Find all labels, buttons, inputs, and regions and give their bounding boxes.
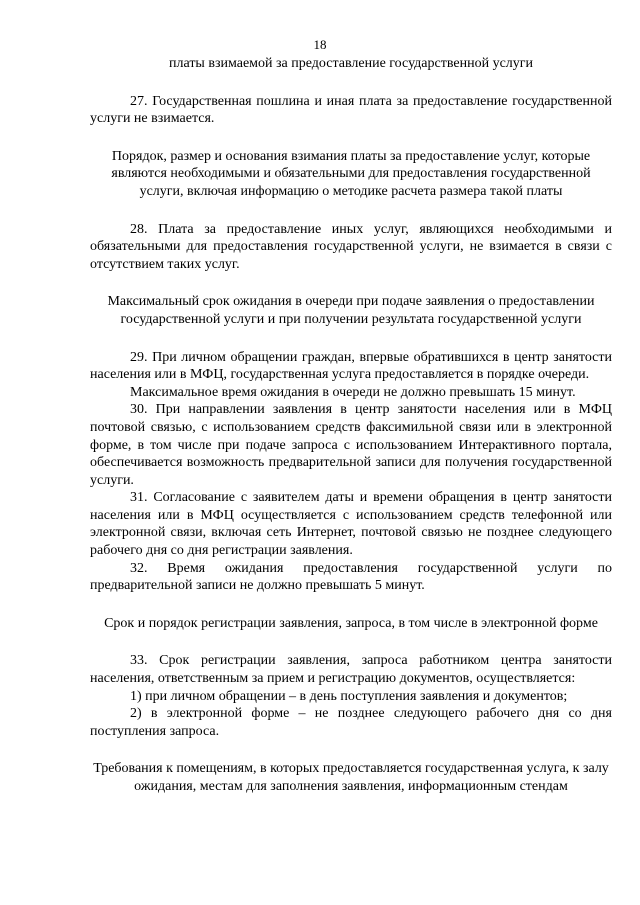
paragraph-31: 31. Согласование с заявителем даты и времени обращения в центр занятости населения или в МФЦ осуществляется с использованием средств телефонной или электронной связи, включая сеть Интернет, почтовой связью не позднее следующего рабочего дня со дня регистрации заявления.	[90, 490, 612, 559]
page-number: 18	[313, 37, 327, 52]
document-body	[90, 55, 612, 796]
paragraph-32: 32. Время ожидания предоставления государственной услуги по предварительной записи не должно превышать 5 минут.	[90, 560, 612, 594]
paragraph-29: 29. При личном обращении граждан, впервые обратившихся в центр занятости населения или в МФЦ, государственная услуга предоставляется в порядке очереди.	[90, 349, 612, 383]
paragraph-29-max-wait: Максимальное время ожидания в очереди не должно превышать 15 минут.	[130, 384, 576, 400]
paragraph-27: 27. Государственная пошлина и иная плата за предоставление государственной услуги не взимается.	[90, 93, 612, 127]
section-heading-rooms: Требования к помещениям, в которых предоставляется государственная услуга, к залу ожидания, местам для заполнения заявления, информационным стендам	[93, 761, 609, 794]
paragraph-33: 33. Срок регистрации заявления, запроса работником центра занятости населения, ответственным за прием и регистрацию документов, осуществляется:	[90, 653, 612, 687]
section-heading-fee-order: Порядок, размер и основания взимания платы за предоставление услуг, которые являются необходимыми и обязательными для предоставления государственной услуги, включая информацию о методике расчета размера такой платы	[111, 148, 591, 199]
section-heading-wait-time: Максимальный срок ожидания в очереди при подаче заявления о предоставлении государственной услуги и при получении результата государственной услуги	[107, 294, 595, 327]
paragraph-33-item-2: 2) в электронной форме – не позднее следующего рабочего дня со дня поступления запроса.	[90, 706, 612, 739]
paragraph-28: 28. Плата за предоставление иных услуг, являющихся необходимыми и обязательными для предоставления государственной услуги, не взимается в связи с отсутствием таких услуг.	[90, 221, 612, 272]
paragraph-33-item-1: 1) при личном обращении – в день поступления заявления и документов;	[130, 688, 568, 704]
section-heading-fee-tail: платы взимаемой за предоставление государственной услуги	[168, 56, 534, 71]
paragraph-30: 30. При направлении заявления в центр занятости населения или в МФЦ почтовой связью, с использованием средств факсимильной связи или в электронной форме, в том числе при подаче запроса с использованием Интерактивного портала, обеспечивается возможность предварительной записи для получения государственной услуги.	[90, 402, 612, 488]
section-heading-registration: Срок и порядок регистрации заявления, запроса, в том числе в электронной форме	[104, 615, 598, 631]
